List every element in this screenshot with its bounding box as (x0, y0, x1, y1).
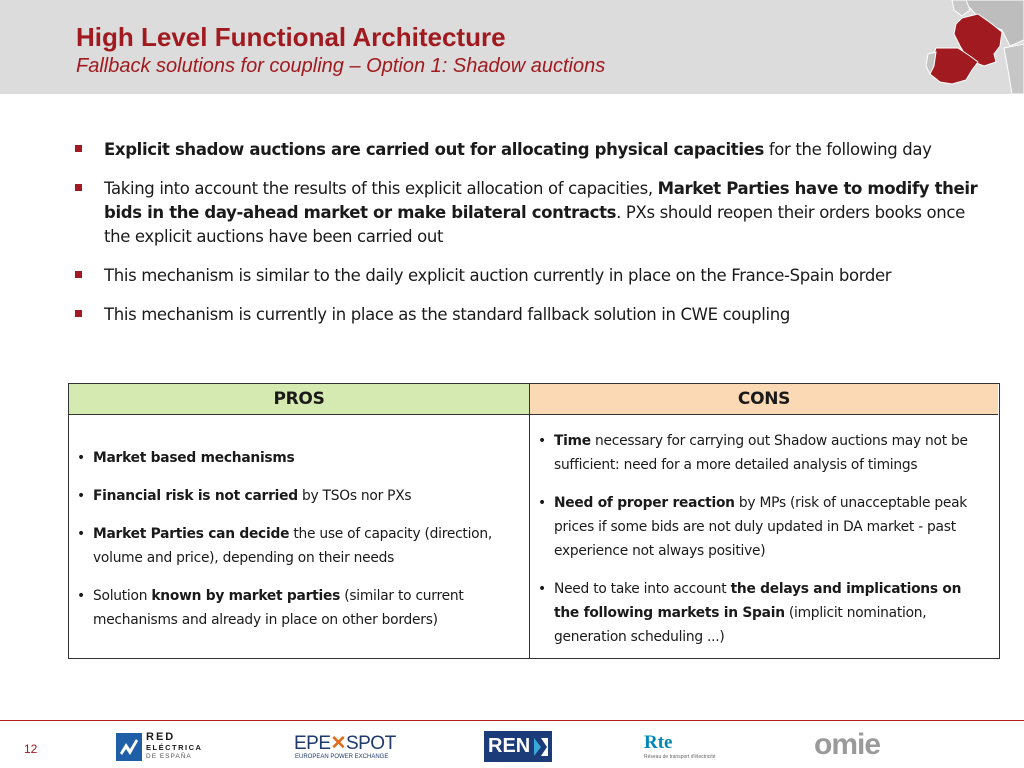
cons-header: CONS (530, 384, 998, 415)
omie-logo-text: omie (814, 728, 881, 761)
pros-item-bold: Financial risk is not carried (93, 488, 298, 504)
ree-logo-text: ELÉCTRICA (146, 743, 203, 752)
pros-item (77, 484, 515, 508)
bullet-text: This mechanism is similar to the daily explicit auction currently in place on the France-Spain border (104, 266, 892, 285)
square-bullet-icon (75, 145, 82, 152)
bullet-text: for the following day (763, 140, 932, 159)
bullet-item (72, 138, 982, 162)
pros-item (77, 446, 515, 470)
ren-arrow-icon (534, 738, 548, 756)
bullet-item (72, 303, 982, 327)
square-bullet-icon (75, 271, 82, 278)
epex-part: SPOT (345, 733, 396, 754)
pros-column (69, 384, 530, 658)
bullet-text: Taking into account the results of this explicit allocation of capacities, (104, 179, 658, 198)
bullet-text: . PXs should reopen their orders books once the explicit auctions have been carried out (104, 203, 965, 246)
bullet-text: This mechanism is currently in place as the standard fallback solution in CWE coupling (104, 305, 790, 324)
rte-logo (640, 732, 722, 762)
bullet-dot-icon: • (77, 488, 85, 504)
pros-item-text: (similar to current mechanisms and already in place on other borders) (93, 588, 464, 628)
ree-logo-text: RED (146, 731, 176, 743)
pros-item-bold: Market based mechanisms (93, 450, 295, 466)
omie-logo (814, 730, 904, 762)
cons-item (538, 577, 984, 649)
bullet-dot-icon: • (77, 450, 85, 466)
pros-list (69, 415, 529, 632)
cons-item-text: (implicit nomination, generation scheduling ...) (554, 605, 927, 645)
bullet-bold-text: Explicit shadow auctions are carried out for allocating physical capacities (104, 140, 764, 159)
header-band (0, 0, 1024, 94)
bullet-bold-text: Market Parties have to modify their bids in the day-ahead market or make bilateral contracts (104, 179, 978, 222)
epex-logo-text (294, 732, 396, 755)
ren-logo-text: REN (488, 735, 531, 757)
epex-part: EPE (294, 733, 331, 754)
bullet-item (72, 177, 982, 249)
rte-logo-text: Rte (644, 732, 673, 753)
cons-item-bold: the delays and implications on the following markets in Spain (554, 581, 962, 621)
pros-item-text: by TSOs nor PXs (297, 488, 412, 504)
cons-item-bold: Need of proper reaction (554, 495, 735, 511)
epex-spot-logo (294, 732, 394, 762)
bullet-list (72, 138, 982, 342)
pros-item-bold: known by market parties (151, 588, 341, 604)
bullet-dot-icon: • (538, 433, 546, 449)
pros-header: PROS (69, 384, 529, 415)
page-number: 12 (24, 742, 38, 756)
europe-map-icon (922, 0, 1024, 94)
bullet-dot-icon: • (77, 526, 85, 542)
cons-item (538, 429, 984, 477)
page-subtitle: Fallback solutions for coupling – Option 1: Shadow auctions (76, 55, 606, 77)
cons-item-text: necessary for carrying out Shadow auctions may not be sufficient: need for a more detailed analysis of timings (554, 433, 968, 473)
ren-logo (484, 731, 552, 762)
cons-column (530, 384, 998, 658)
bullet-item (72, 264, 982, 288)
rte-subtitle: Réseau de transport d'électricité (644, 754, 716, 760)
cons-item-bold: Time (554, 433, 591, 449)
pros-cons-table (68, 383, 1000, 659)
ree-mark-icon (116, 733, 142, 761)
bullet-dot-icon: • (538, 581, 546, 597)
cons-list (530, 415, 998, 649)
square-bullet-icon (75, 310, 82, 317)
cons-item (538, 491, 984, 563)
pros-item-bold: Market Parties can decide (93, 526, 290, 542)
pros-item-text: Solution (93, 588, 152, 604)
pros-item (77, 584, 515, 632)
square-bullet-icon (75, 184, 82, 191)
pros-item-text: the use of capacity (direction, volume and price), depending on their needs (93, 526, 492, 566)
pros-item (77, 522, 515, 570)
epex-subtitle: EUROPEAN POWER EXCHANGE (295, 754, 389, 760)
ree-logo-text: DE ESPAÑA (146, 753, 192, 760)
page-title: High Level Functional Architecture (76, 22, 506, 52)
epex-x-icon: ✕ (330, 733, 346, 754)
cons-item-text: Need to take into account (554, 581, 731, 597)
bullet-dot-icon: • (538, 495, 546, 511)
footer-divider (0, 720, 1024, 721)
bullet-dot-icon: • (77, 588, 85, 604)
cons-item-text: by MPs (risk of unacceptable peak prices if some bids are not duly updated in DA market - past experience not always positive) (554, 495, 968, 559)
red-electrica-logo (116, 731, 206, 763)
